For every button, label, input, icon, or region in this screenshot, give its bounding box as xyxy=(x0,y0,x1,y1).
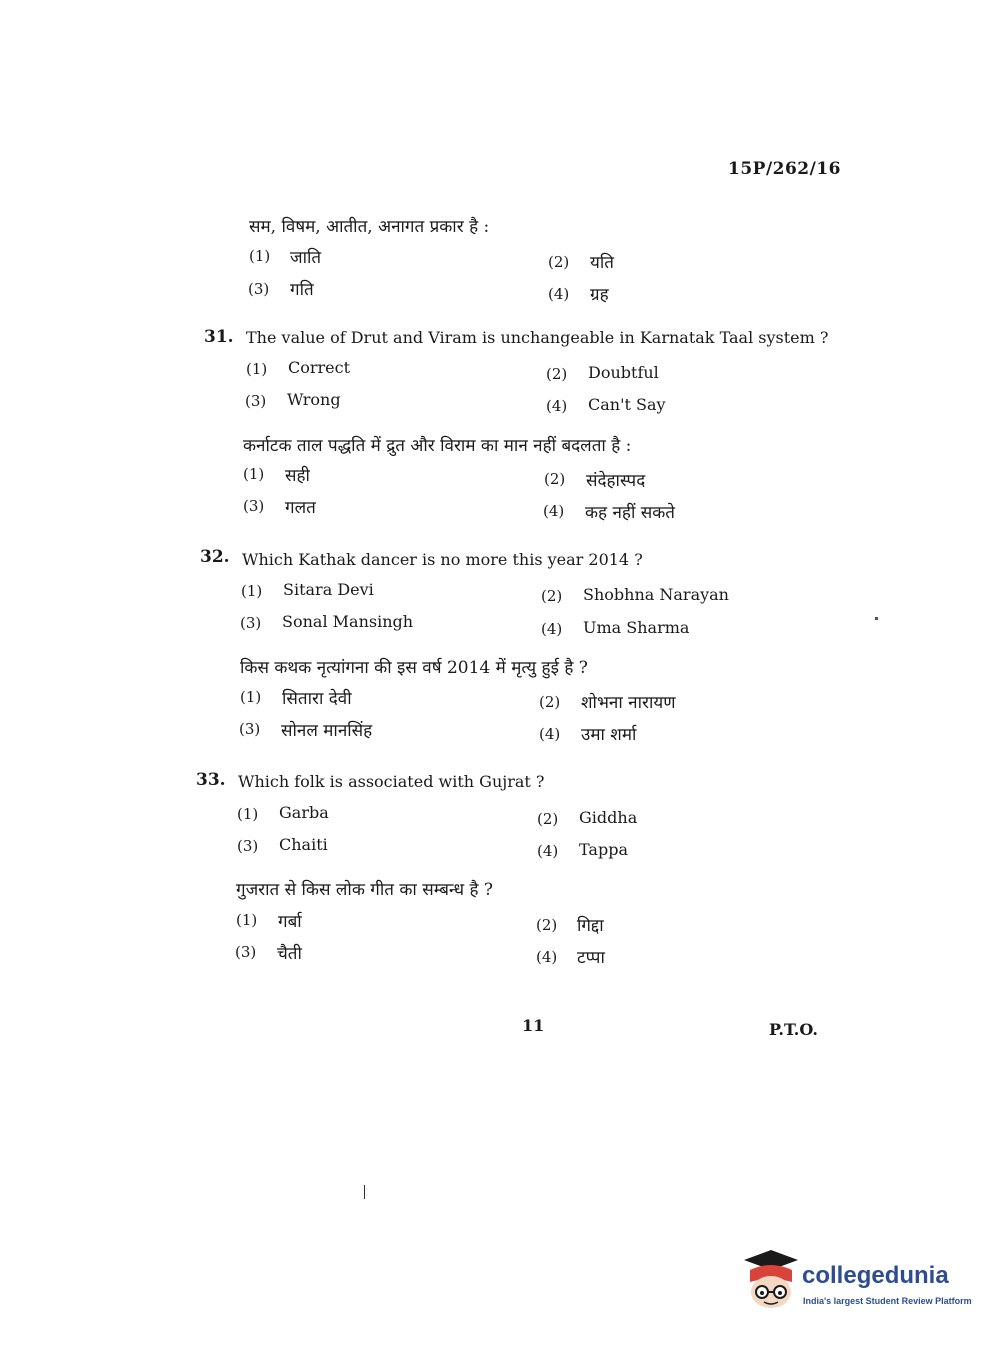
option-text: गति xyxy=(290,280,314,300)
option-text: टप्पा xyxy=(577,948,605,968)
question-text-english: The value of Drut and Viram is unchangeable in Karnatak Taal system ? xyxy=(246,328,829,347)
option-number: (4) xyxy=(537,842,559,860)
option-number: (4) xyxy=(541,620,563,638)
option-number: (3) xyxy=(239,720,261,738)
option-number: (2) xyxy=(539,693,561,711)
option-number: (4) xyxy=(546,397,568,415)
option-text: Tappa xyxy=(579,840,628,859)
question-number: 33. xyxy=(196,770,226,790)
option-number: (1) xyxy=(241,582,263,600)
question-number: 32. xyxy=(200,547,230,567)
option-number: (2) xyxy=(536,916,558,934)
question-stem-hindi: सम, विषम, आतीत, अनागत प्रकार है : xyxy=(249,217,490,237)
option-text: Doubtful xyxy=(588,363,659,382)
mascot-icon xyxy=(742,1248,800,1312)
option-text: Garba xyxy=(279,803,329,822)
option-text: सही xyxy=(285,466,310,486)
option-number: (4) xyxy=(543,502,565,520)
question-text-english: Which Kathak dancer is no more this year 2014 ? xyxy=(242,550,643,569)
pto-label: P.T.O. xyxy=(769,1020,818,1039)
question-number: 31. xyxy=(204,327,234,347)
question-text-hindi: गुजरात से किस लोक गीत का सम्बन्ध है ? xyxy=(236,880,494,900)
option-number: (2) xyxy=(544,470,566,488)
page-number: 11 xyxy=(522,1016,545,1035)
option-number: (1) xyxy=(246,360,268,378)
option-text: Giddha xyxy=(579,808,638,827)
option-text: चैती xyxy=(277,944,302,964)
option-text: Chaiti xyxy=(279,835,328,854)
collegedunia-watermark xyxy=(742,1248,972,1318)
option-text: Correct xyxy=(288,358,351,377)
option-text: यति xyxy=(590,253,614,273)
option-number: (1) xyxy=(249,247,271,265)
option-number: (4) xyxy=(539,725,561,743)
option-text: सितारा देवी xyxy=(282,689,352,709)
option-text: कह नहीं सकते xyxy=(585,503,675,523)
option-text: संदेहास्पद xyxy=(586,471,646,491)
option-text: गलत xyxy=(285,498,316,518)
option-number: (2) xyxy=(546,365,568,383)
option-number: (1) xyxy=(240,688,262,706)
question-text-hindi: किस कथक नृत्यांगना की इस वर्ष 2014 में मृत्यु हुई है ? xyxy=(240,658,588,678)
option-number: (1) xyxy=(236,911,258,929)
brand-name: collegedunia xyxy=(802,1262,949,1289)
option-number: (2) xyxy=(541,587,563,605)
option-text: Can't Say xyxy=(588,395,666,414)
option-text: Sonal Mansingh xyxy=(282,612,414,631)
option-number: (3) xyxy=(237,837,259,855)
option-number: (2) xyxy=(537,810,559,828)
option-text: Sitara Devi xyxy=(283,580,374,599)
option-text: गर्बा xyxy=(278,912,302,932)
option-number: (3) xyxy=(248,280,270,298)
paper-code: 15P/262/16 xyxy=(728,159,842,179)
option-text: जाति xyxy=(290,248,322,268)
option-text: उमा शर्मा xyxy=(581,725,637,745)
option-number: (3) xyxy=(245,392,267,410)
option-text: गिद्दा xyxy=(577,916,604,936)
option-number: (3) xyxy=(240,614,262,632)
option-text: Wrong xyxy=(287,390,341,409)
option-text: ग्रह xyxy=(590,285,609,305)
option-number: (4) xyxy=(536,948,558,966)
option-number: (2) xyxy=(548,253,570,271)
option-text: सोनल मानसिंह xyxy=(281,721,373,741)
brand-tagline: India's largest Student Review Platform xyxy=(803,1296,972,1306)
option-number: (4) xyxy=(548,285,570,303)
option-number: (1) xyxy=(237,805,259,823)
scan-mark xyxy=(364,1185,365,1199)
question-text-hindi: कर्नाटक ताल पद्धति में द्रुत और विराम का मान नहीं बदलता है : xyxy=(243,436,632,456)
option-text: Uma Sharma xyxy=(583,618,690,637)
scan-mark xyxy=(875,617,878,620)
option-number: (3) xyxy=(235,943,257,961)
option-number: (3) xyxy=(243,497,265,515)
option-text: शोभना नारायण xyxy=(581,693,676,713)
option-text: Shobhna Narayan xyxy=(583,585,729,604)
option-number: (1) xyxy=(243,465,265,483)
question-text-english: Which folk is associated with Gujrat ? xyxy=(238,772,545,791)
